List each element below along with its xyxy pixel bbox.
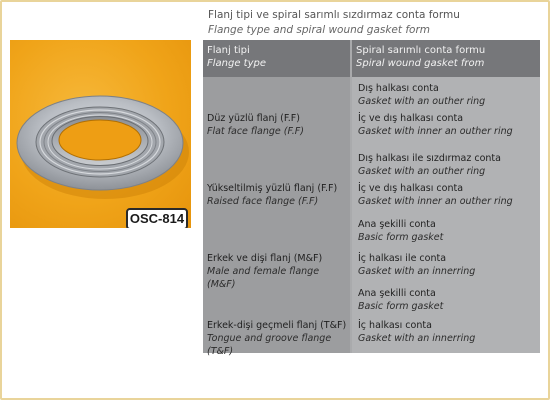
gasket-form-tr: İç halkası ile conta [358,253,447,264]
gasket-photo [10,40,191,228]
gasket-form-row [358,287,540,313]
flange-type-header-en: Flange type [207,58,267,69]
flange-type-en: Tongue and groove flange (T&F) [207,333,332,357]
header-title-en: Flange type and spiral wound gasket form [208,24,431,36]
gasket-form-row [358,112,540,138]
spiral-wound-gasket-image [10,40,191,228]
gasket-form-en: Gasket with an innerring [358,333,476,344]
flange-type-row [207,112,350,138]
gasket-form-row [358,82,540,108]
flange-type-header [203,40,350,77]
gasket-form-tr: Dış halkası ile sızdırmaz conta [358,153,501,164]
flange-type-header-tr: Flanj tipi [207,45,250,56]
flange-type-tr: Erkek-dişi geçmeli flanj (T&F) [207,320,347,331]
gasket-form-row [358,218,540,244]
header-title-tr: Flanj tipi ve spiral sarımlı sızdırmaz conta formu [208,9,460,21]
gasket-form-header-tr: Spiral sarımlı conta formu [356,45,486,56]
gasket-form-en: Gasket with inner an outher ring [358,196,513,207]
gasket-form-header [352,40,540,77]
gasket-form-en: Gasket with an outher ring [358,166,486,177]
gasket-form-en: Gasket with an outher ring [358,96,486,107]
gasket-form-tr: Dış halkası conta [358,83,439,94]
gasket-form-tr: Ana şekilli conta [358,288,436,299]
gasket-form-header-en: Spiral wound gasket from [356,58,485,69]
gasket-form-tr: İç ve dış halkası conta [358,183,464,194]
gasket-table [203,40,540,357]
flange-type-column [203,77,350,357]
gasket-form-tr: İç ve dış halkası conta [358,113,464,124]
gasket-form-en: Gasket with an innerring [358,266,476,277]
flange-type-tr: Düz yüzlü flanj (F.F) [207,113,300,124]
gasket-form-column [352,77,540,353]
flange-type-tr: Yükseltilmiş yüzlü flanj (F.F) [207,183,338,194]
gasket-form-row [358,152,540,178]
page-header [208,8,538,38]
flange-type-row [207,319,350,358]
gasket-form-en: Gasket with inner an outher ring [358,126,513,137]
flange-type-en: Raised face flange (F.F) [207,196,319,207]
gasket-form-row [358,319,540,345]
flange-type-tr: Erkek ve dişi flanj (M&F) [207,253,323,264]
gasket-form-tr: İç halkası conta [358,320,432,331]
flange-type-en: Male and female flange (M&F) [207,266,320,290]
gasket-form-row [358,252,540,278]
gasket-form-en: Basic form gasket [358,232,444,243]
gasket-form-row [358,182,540,208]
gasket-form-tr: Ana şekilli conta [358,219,436,230]
product-code-badge: OSC-814 [126,208,188,228]
flange-type-row [207,182,350,208]
flange-type-row [207,252,350,291]
flange-type-en: Flat face flange (F.F) [207,126,304,137]
gasket-form-en: Basic form gasket [358,301,444,312]
